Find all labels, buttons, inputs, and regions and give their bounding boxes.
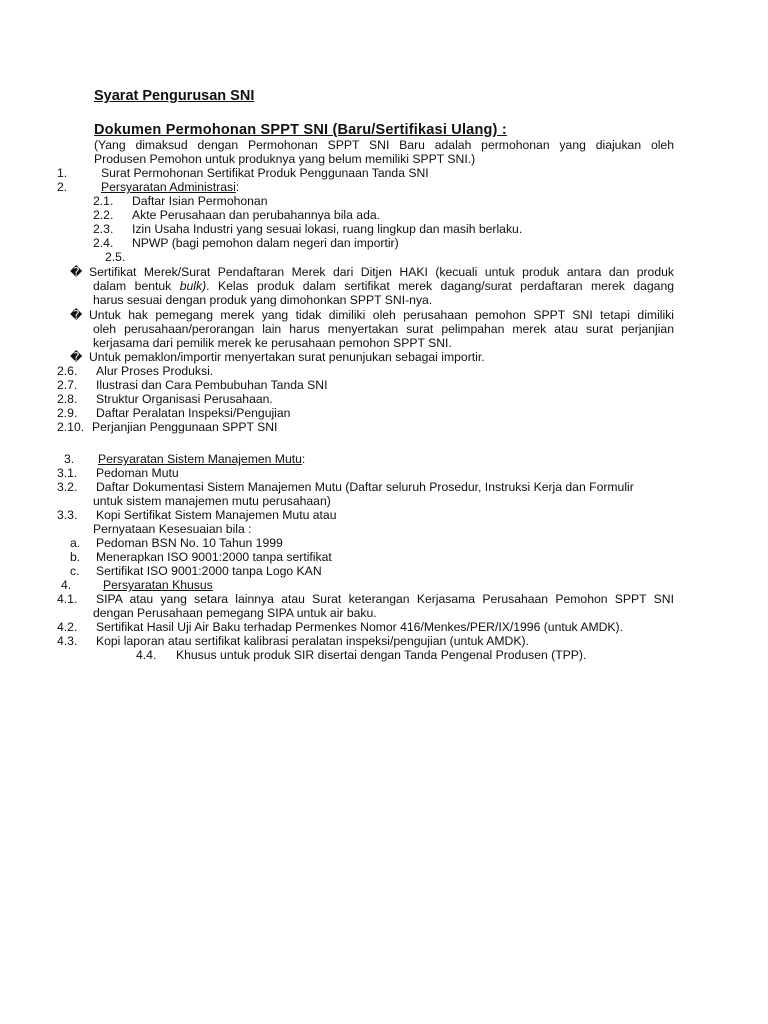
item-3-2-text: Daftar Dokumentasi Sistem Manajemen Mutu (Daftar seluruh Prosedur, Instruksi Kerja dan Formulir — [96, 480, 634, 494]
item-2-7-number: 2.7. — [57, 378, 78, 392]
bullet-1-line-2-italic: bulk) — [179, 279, 207, 293]
item-2-6-text: Alur Proses Produksi. — [96, 364, 214, 378]
item-2-10-text: Perjanjian Penggunaan SPPT SNI — [92, 420, 278, 434]
item-2-4-text: NPWP (bagi pemohon dalam negeri dan importir) — [132, 236, 399, 250]
item-4-4-number: 4.4. — [136, 648, 157, 662]
item-4-text: Persyaratan Khusus — [103, 578, 213, 592]
item-3-1-text: Pedoman Mutu — [96, 466, 179, 480]
item-1-text: Surat Permohonan Sertifikat Produk Penggunaan Tanda SNI — [101, 166, 429, 180]
item-4-1-continuation: dengan Perusahaan pemegang SIPA untuk air baku. — [93, 606, 377, 620]
item-3-text: Persyaratan Sistem Manajemen Mutu — [98, 452, 302, 466]
item-2-10-number: 2.10. — [57, 420, 85, 434]
item-4-1-number: 4.1. — [57, 592, 78, 606]
item-3-suffix: : — [301, 452, 306, 466]
item-2-3-text: Izin Usaha Industri yang sesuai lokasi, ruang lingkup dan masih berlaku. — [132, 222, 523, 236]
item-4-3-text: Kopi laporan atau sertifikat kalibrasi peralatan inspeksi/pengujian (untuk AMDK). — [96, 634, 529, 648]
bullet-1-line-2-a: dalam bentuk — [93, 279, 180, 293]
item-2-1-text: Daftar Isian Permohonan — [132, 194, 268, 208]
item-3-3-continuation: Pernyataan Kesesuaian bila : — [93, 522, 252, 536]
item-2-8-number: 2.8. — [57, 392, 78, 406]
item-2-8-text: Struktur Organisasi Perusahaan. — [96, 392, 273, 406]
item-2-5-number: 2.5. — [105, 250, 126, 264]
bullet-3-marker: � — [70, 350, 83, 364]
item-3-c-text: Sertifikat ISO 9001:2000 tanpa Logo KAN — [96, 564, 322, 578]
item-4-1-text: SIPA atau yang setara lainnya atau Surat keterangan Kerjasama Perusahaan Pemohon SPPT SNI — [96, 592, 674, 606]
item-2-number: 2. — [57, 180, 68, 194]
section-heading: Dokumen Permohonan SPPT SNI (Baru/Sertifikasi Ulang) : — [94, 122, 507, 138]
item-3-2-number: 3.2. — [57, 480, 78, 494]
bullet-1-line-2-b: . Kelas produk dalam sertifikat merek dagang/surat perdaftaran merek dagang — [206, 279, 674, 293]
item-3-3-text: Kopi Sertifikat Sistem Manajemen Mutu atau — [96, 508, 337, 522]
item-3-3-number: 3.3. — [57, 508, 78, 522]
bullet-1-line-3: harus sesuai dengan produk yang dimohonkan SPPT SNI-nya. — [93, 293, 433, 307]
item-3-b-number: b. — [70, 550, 81, 564]
item-2-2-number: 2.2. — [93, 208, 114, 222]
item-3-number: 3. — [64, 452, 75, 466]
item-1-number: 1. — [57, 166, 68, 180]
item-2-9-text: Daftar Peralatan Inspeksi/Pengujian — [96, 406, 291, 420]
bullet-2-line-1: Untuk hak pemegang merek yang tidak dimiliki oleh perusahaan pemohon SPPT SNI tetapi dimiliki — [89, 308, 674, 322]
item-4-4-text: Khusus untuk produk SIR disertai dengan Tanda Pengenal Produsen (TPP). — [176, 648, 587, 662]
item-2-7-text: Ilustrasi dan Cara Pembubuhan Tanda SNI — [96, 378, 328, 392]
item-2-2-text: Akte Perusahaan dan perubahannya bila ada. — [132, 208, 381, 222]
item-2-heading — [101, 180, 239, 194]
item-3-2-continuation: untuk sistem manajemen mutu perusahaan) — [93, 494, 331, 508]
item-2-4-number: 2.4. — [93, 236, 114, 250]
item-3-b-text: Menerapkan ISO 9001:2000 tanpa sertifikat — [96, 550, 332, 564]
item-4-3-number: 4.3. — [57, 634, 78, 648]
item-3-heading — [98, 452, 305, 466]
intro-line-2: Produsen Pemohon untuk produknya yang belum memiliki SPPT SNI.) — [94, 152, 476, 166]
item-3-c-number: c. — [70, 564, 80, 578]
item-3-a-text: Pedoman BSN No. 10 Tahun 1999 — [96, 536, 283, 550]
bullet-2-line-3: kerjasama dari pemilik merek ke perusahaan pemohon SPPT SNI. — [93, 336, 452, 350]
item-2-3-number: 2.3. — [93, 222, 114, 236]
intro-line-1: (Yang dimaksud dengan Permohonan SPPT SNI Baru adalah permohonan yang diajukan oleh — [94, 138, 674, 152]
bullet-1-marker: � — [70, 265, 83, 279]
bullet-2-marker: � — [70, 308, 83, 322]
item-4-number: 4. — [61, 578, 72, 592]
item-4-2-number: 4.2. — [57, 620, 78, 634]
bullet-3-line-1: Untuk pemaklon/importir menyertakan surat penunjukan sebagai importir. — [89, 350, 485, 364]
item-2-suffix: : — [235, 180, 240, 194]
bullet-2-line-2: oleh perusahaan/perorangan lain harus menyertakan surat pelimpahan merek atau surat perjanjian — [93, 322, 674, 336]
item-3-a-number: a. — [70, 536, 81, 550]
item-2-6-number: 2.6. — [57, 364, 78, 378]
item-3-1-number: 3.1. — [57, 466, 78, 480]
document-title: Syarat Pengurusan SNI — [94, 88, 255, 104]
bullet-1-line-1: Sertifikat Merek/Surat Pendaftaran Merek dari Ditjen HAKI (kecuali untuk produk antara dan produk — [89, 265, 674, 279]
item-2-9-number: 2.9. — [57, 406, 78, 420]
item-4-2-text: Sertifikat Hasil Uji Air Baku terhadap Permenkes Nomor 416/Menkes/PER/IX/1996 (untuk AMDK). — [96, 620, 623, 634]
item-2-text: Persyaratan Administrasi — [101, 180, 236, 194]
bullet-1-line-2 — [93, 279, 674, 293]
item-2-1-number: 2.1. — [93, 194, 114, 208]
